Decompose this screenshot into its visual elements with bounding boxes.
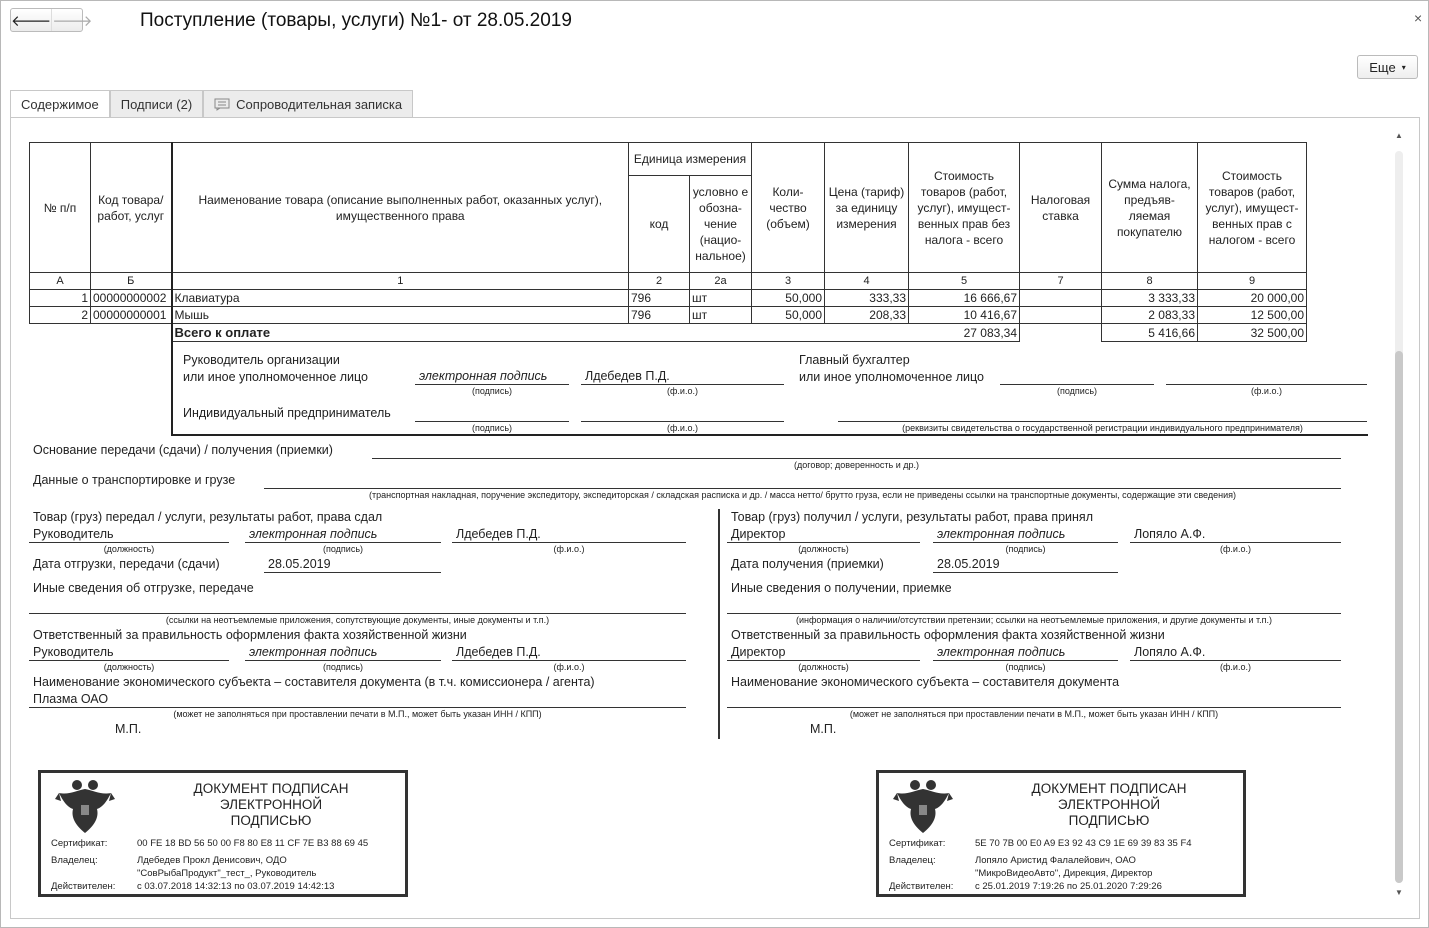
header-price: Цена (тариф) за единицу измерения: [825, 143, 909, 273]
caption: (может не заполняться при проставлении печати в М.П., может быть указан ИНН / КПП): [849, 709, 1219, 719]
cell-cost: 10 416,67: [909, 307, 1020, 324]
col-letter: 3: [752, 273, 825, 290]
right-resp-signature: электронная подпись: [937, 645, 1066, 659]
owner-label: Владелец:: [889, 855, 936, 866]
col-letter: А: [30, 273, 91, 290]
caption: (ф.и.о.): [1251, 386, 1282, 396]
header-cost-with-tax: Стоимость товаров (работ, услуг), имущест-венных прав с налогом - всего: [1198, 143, 1307, 273]
cell-rate: [1020, 290, 1102, 307]
scroll-down-icon[interactable]: ▼: [1395, 888, 1403, 897]
caption: (ссылки на неотъемлемые приложения, сопутствующие документы, иные документы и т.п.): [165, 615, 550, 625]
header-tax-rate: Налоговая ставка: [1020, 143, 1102, 273]
cell-qty: 50,000: [752, 307, 825, 324]
cell-price: 333,33: [825, 290, 909, 307]
cell-name: Клавиатура: [172, 290, 629, 307]
cell-num: 1: [30, 290, 91, 307]
header-code: Код товара/ работ, услуг: [91, 143, 172, 273]
cell-price: 208,33: [825, 307, 909, 324]
caption: (ф.и.о.): [553, 662, 585, 672]
signature-stamp: [38, 770, 408, 897]
header-cost-no-tax: Стоимость товаров (работ, услуг), имущест-венных прав без налога - всего: [909, 143, 1020, 273]
tab-label: Подписи (2): [120, 96, 193, 112]
cell-unit: шт: [690, 307, 752, 324]
total-cost: 27 083,34: [909, 324, 1020, 342]
scroll-up-icon[interactable]: ▲: [1395, 131, 1403, 140]
coat-of-arms-icon: [893, 777, 953, 835]
close-icon[interactable]: ×: [1414, 10, 1423, 26]
caption: (должность): [798, 544, 849, 554]
col-letter: 8: [1102, 273, 1198, 290]
col-letter: 2а: [690, 273, 752, 290]
right-resp-label: Ответственный за правильность оформления факта хозяйственной жизни: [731, 628, 1165, 642]
caption: (реквизиты свидетельства о государственной регистрации индивидуального предпринимателя): [902, 423, 1303, 433]
cell-unit-code: 796: [629, 307, 690, 324]
caption: (ф.и.о.): [667, 386, 698, 396]
owner-line-2: "МикроВидеоАвто", Дирекция, Директор: [975, 868, 1153, 879]
tabs: [10, 90, 413, 118]
left-resp-signature: электронная подпись: [249, 645, 378, 659]
right-position: Директор: [731, 527, 786, 541]
right-mp: М.П.: [810, 722, 837, 736]
caption: (может не заполняться при проставлении печати в М.П., может быть указан ИНН / КПП): [173, 709, 542, 719]
transport-label: Данные о транспортировке и грузе: [33, 473, 236, 487]
caption: (подпись): [1005, 662, 1046, 672]
tab-signatures[interactable]: [110, 90, 203, 117]
left-resp-name: Лдебедев П.Д.: [456, 645, 541, 659]
cert-value: 5E 70 7B 00 E0 A9 E3 92 43 C9 1E 69 39 83 35 F4: [975, 838, 1192, 849]
right-date-label: Дата получения (приемки): [731, 557, 884, 571]
col-letter: 5: [909, 273, 1020, 290]
cell-code: 00000000002: [91, 290, 172, 307]
accountant-label-1: Главный бухгалтер: [799, 353, 910, 367]
col-letter: 9: [1198, 273, 1307, 290]
cell-tax: 2 083,33: [1102, 307, 1198, 324]
caption: (должность): [798, 662, 849, 672]
more-label: Еще: [1369, 59, 1396, 75]
header-unit-name: условно е обозна-чение (нацио-нальное): [690, 176, 752, 273]
caption: (транспортная накладная, поручение экспедитору, экспедиторская / складская расписка и др. / масса нетто/ брутто груза, если не приведены ссылки на транспортные документы, содержащие эти сведения): [369, 490, 1236, 500]
header-unit: Единица измерения: [629, 143, 752, 176]
divider: [718, 509, 720, 739]
left-title: Товар (груз) передал / услуги, результаты работ, права сдал: [33, 510, 383, 524]
back-arrow-icon[interactable]: 🡐: [11, 12, 52, 30]
right-name: Лопяло А.Ф.: [1134, 527, 1206, 541]
forward-arrow-icon[interactable]: 🡒: [51, 9, 92, 31]
cell-num: 2: [30, 307, 91, 324]
owner-line-2: "СовРыбаПродукт"_тест_, Руководитель: [137, 868, 317, 879]
valid-value: с 03.07.2018 14:32:13 по 03.07.2019 14:42:13: [137, 881, 335, 892]
owner-label: Владелец:: [51, 855, 98, 866]
head-name: Лдебедев П.Д.: [585, 369, 670, 383]
caption: (подпись): [322, 544, 364, 554]
left-entity-label: Наименование экономического субъекта – составителя документа (в т.ч. комиссионера / агента): [33, 675, 595, 689]
cell-name: Мышь: [172, 307, 629, 324]
left-position: Руководитель: [33, 527, 114, 541]
head-label-1: Руководитель организации: [183, 353, 340, 367]
cell-code: 00000000001: [91, 307, 172, 324]
caption: (подпись): [322, 662, 364, 672]
left-date: 28.05.2019: [268, 557, 331, 571]
cell-rate: [1020, 307, 1102, 324]
col-letter: 2: [629, 273, 690, 290]
total-tax: 5 416,66: [1102, 324, 1198, 342]
right-resp-name: Лопяло А.Ф.: [1134, 645, 1206, 659]
total-label: Всего к оплате: [172, 324, 909, 342]
valid-label: Действителен:: [889, 881, 954, 892]
owner-line-1: Лдебедев Прокл Денисович, ОДО: [137, 855, 287, 866]
cert-label: Сертификат:: [889, 838, 946, 849]
left-entity: Плазма ОАО: [33, 692, 109, 706]
navigation-buttons: [10, 8, 93, 32]
left-date-label: Дата отгрузки, передачи (сдачи): [33, 557, 220, 571]
cell-cost: 16 666,67: [909, 290, 1020, 307]
coat-of-arms-icon: [55, 777, 115, 835]
cell-qty: 50,000: [752, 290, 825, 307]
caption: (должность): [103, 662, 155, 672]
header-num: № п/п: [30, 143, 91, 273]
caption: (ф.и.о.): [667, 423, 698, 433]
left-signature: электронная подпись: [249, 527, 378, 541]
total-row: [30, 324, 1307, 342]
divider: [171, 434, 1368, 436]
accountant-label-2: или иное уполномоченное лицо: [799, 370, 985, 384]
table-row: [30, 307, 1307, 324]
caption: (договор; доверенность и др.): [793, 460, 920, 470]
cell-tax: 3 333,33: [1102, 290, 1198, 307]
right-entity-label: Наименование экономического субъекта – составителя документа: [731, 675, 1120, 689]
signature-stamp: [876, 770, 1246, 897]
scrollbar-thumb[interactable]: [1395, 351, 1403, 883]
col-letter: 4: [825, 273, 909, 290]
left-resp-label: Ответственный за правильность оформления факта хозяйственной жизни: [33, 628, 467, 642]
chevron-down-icon: ▾: [1401, 62, 1406, 72]
caption: (ф.и.о.): [1220, 662, 1251, 672]
more-button[interactable]: [1357, 55, 1418, 79]
right-signature: электронная подпись: [937, 527, 1066, 541]
cert-value: 00 FE 18 BD 56 50 00 F8 80 E8 11 CF 7E B3 88 69 45: [137, 838, 369, 849]
cell-unit: шт: [690, 290, 752, 307]
total-sum: 32 500,00: [1198, 324, 1307, 342]
stamp-heading-1: ДОКУМЕНТ ПОДПИСАН: [1031, 781, 1187, 796]
header-unit-code: код: [629, 176, 690, 273]
cell-total: 12 500,00: [1198, 307, 1307, 324]
header-tax-sum: Сумма налога, предъяв-ляемая покупателю: [1102, 143, 1198, 273]
right-date: 28.05.2019: [937, 557, 1000, 571]
divider: [171, 341, 173, 436]
header-qty: Коли-чество (объем): [752, 143, 825, 273]
caption: (подпись): [471, 423, 513, 433]
caption: (ф.и.о.): [1220, 544, 1251, 554]
ip-label: Индивидуальный предприниматель: [183, 406, 391, 420]
caption: (информация о наличии/отсутствии претензии; ссылки на неотъемлемые приложения, и другие документы и т.п.): [795, 615, 1273, 625]
comment-icon: [214, 98, 230, 111]
tab-cover-note[interactable]: [203, 90, 413, 117]
caption: (должность): [103, 544, 155, 554]
left-name: Лдебедев П.Д.: [456, 527, 541, 541]
stamp-heading-2: ЭЛЕКТРОННОЙ ПОДПИСЬЮ: [219, 797, 323, 828]
right-title: Товар (груз) получил / услуги, результаты работ, права принял: [731, 510, 1093, 524]
caption: (подпись): [1056, 386, 1098, 396]
caption: (подпись): [1005, 544, 1046, 554]
cell-total: 20 000,00: [1198, 290, 1307, 307]
right-resp-position: Директор: [731, 645, 786, 659]
head-label-2: или иное уполномоченное лицо: [183, 370, 369, 384]
right-other-label: Иные сведения о получении, приемке: [731, 581, 952, 595]
tab-label: Сопроводительная записка: [236, 96, 403, 112]
col-letter: Б: [91, 273, 172, 290]
tab-contents[interactable]: [10, 90, 110, 118]
cell-unit-code: 796: [629, 290, 690, 307]
invoice-table: [29, 142, 1307, 342]
valid-label: Действителен:: [51, 881, 116, 892]
left-resp-position: Руководитель: [33, 645, 114, 659]
tab-label: Содержимое: [21, 97, 99, 112]
cert-label: Сертификат:: [51, 838, 108, 849]
header-name: Наименование товара (описание выполненных работ, оказанных услуг), имущественного права: [172, 143, 629, 273]
stamp-heading-2: ЭЛЕКТРОННОЙ ПОДПИСЬЮ: [1057, 797, 1161, 828]
table-row: [30, 290, 1307, 307]
valid-value: с 25.01.2019 7:19:26 по 25.01.2020 7:29:26: [975, 881, 1162, 892]
left-other-label: Иные сведения об отгрузке, передаче: [33, 581, 254, 595]
owner-line-1: Лопяло Аристид Фалалейович, ОАО: [975, 855, 1136, 866]
col-letter: 1: [172, 273, 629, 290]
caption: (подпись): [471, 386, 513, 396]
window-title: Поступление (товары, услуги) №1- от 28.05.2019: [140, 10, 572, 31]
basis-label: Основание передачи (сдачи) / получения (приемки): [33, 443, 333, 457]
left-mp: М.П.: [115, 722, 142, 736]
head-signature: электронная подпись: [419, 369, 548, 383]
col-letter: 7: [1020, 273, 1102, 290]
stamp-heading-1: ДОКУМЕНТ ПОДПИСАН: [193, 781, 349, 796]
caption: (ф.и.о.): [553, 544, 585, 554]
